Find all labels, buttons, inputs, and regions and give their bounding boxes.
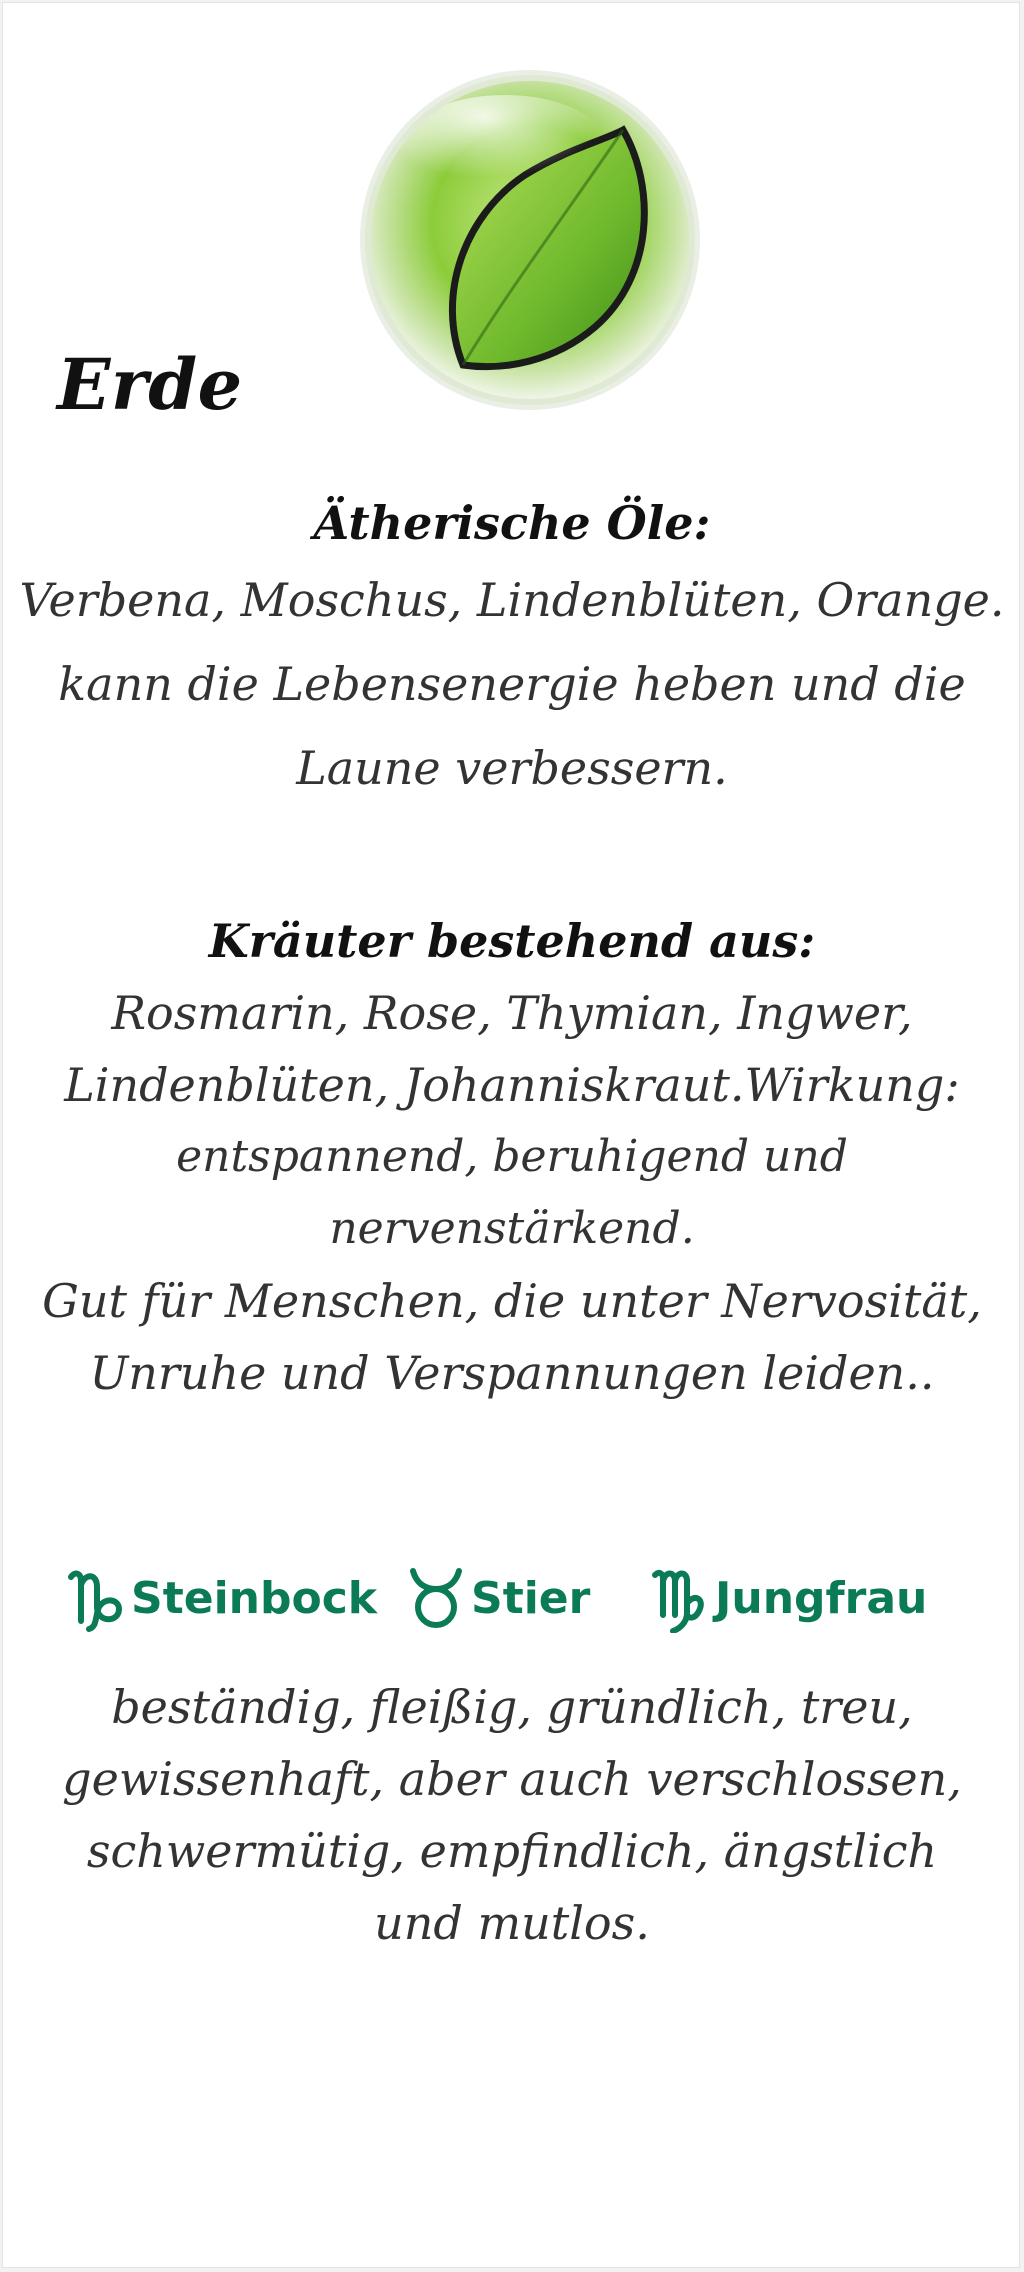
element-card	[2, 2, 1020, 2268]
virgo-symbol-icon	[651, 1563, 709, 1633]
sign-taurus	[407, 1558, 590, 1638]
essential-oils-section	[3, 488, 1021, 810]
essential-oils-line: Verbena, Moschus, Lindenblüten, Orange.	[19, 573, 1005, 627]
essential-oils-line: kann die Lebensenergie heben und die	[58, 657, 966, 711]
traits-text	[3, 1671, 1021, 1959]
traits-line: gewissenhaft, aber auch verschlossen,	[62, 1752, 962, 1806]
traits-line: beständig, fleißig, gründlich, treu,	[111, 1680, 913, 1734]
herbs-line: Lindenblüten, Johanniskraut.Wirkung:	[64, 1058, 960, 1112]
traits-line: schwermütig, empfindlich, ängstlich	[86, 1824, 938, 1878]
zodiac-signs	[3, 1558, 1021, 1638]
sign-capricorn	[67, 1558, 377, 1638]
herbs-heading: Kräuter bestehend aus:	[208, 914, 816, 968]
sign-label-capricorn: Steinbock	[131, 1572, 378, 1624]
capricorn-symbol-icon	[67, 1563, 125, 1633]
herbs-text	[3, 977, 1021, 1409]
sign-virgo	[651, 1558, 927, 1638]
herbs-line: entspannend, beruhigend und nervenstärkend.	[176, 1131, 848, 1254]
herbs-section	[3, 905, 1021, 1409]
herbs-line: Unruhe und Verspannungen leiden..	[89, 1346, 935, 1400]
sign-label-virgo: Jungfrau	[715, 1572, 928, 1624]
essential-oils-heading: Ätherische Öle:	[313, 496, 711, 550]
traits-line: und mutlos.	[374, 1896, 650, 1950]
herbs-line: Rosmarin, Rose, Thymian, Ingwer,	[111, 986, 913, 1040]
herbs-line: Gut für Menschen, die unter Nervosität,	[42, 1274, 982, 1328]
earth-leaf-orb-icon	[355, 65, 705, 415]
taurus-symbol-icon	[407, 1563, 465, 1633]
essential-oils-text	[3, 558, 1021, 810]
element-title: Erde	[57, 343, 243, 426]
essential-oils-line: Laune verbessern.	[296, 741, 728, 795]
sign-label-taurus: Stier	[471, 1572, 591, 1624]
